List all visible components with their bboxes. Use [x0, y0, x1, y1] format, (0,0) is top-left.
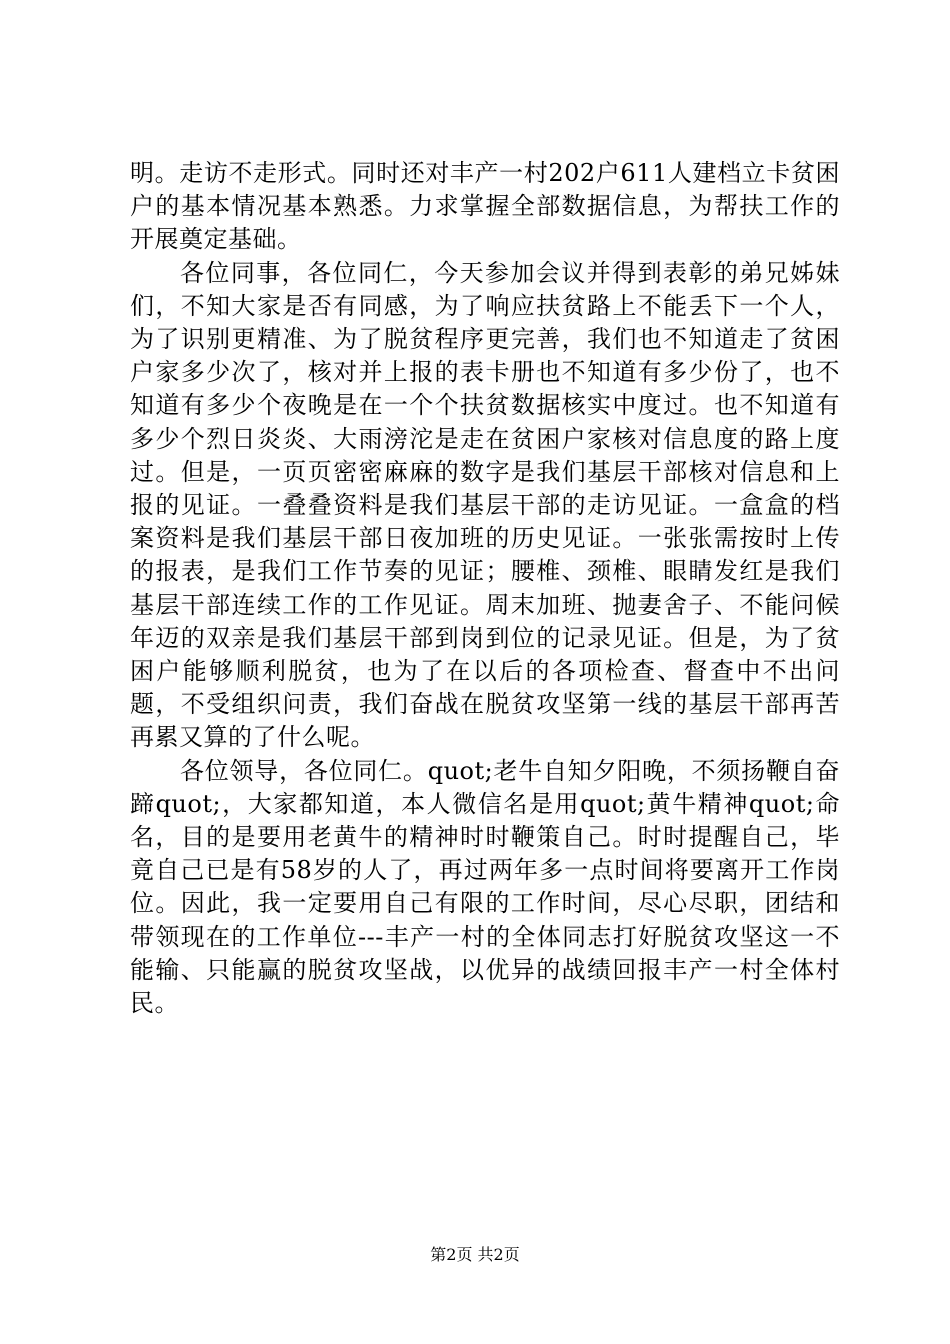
paragraph-continued: 明。走访不走形式。同时还对丰产一村202户611人建档立卡贫困户的基本情况基本熟悉。力求掌握全部数据信息，为帮扶工作的开展奠定基础。 [130, 159, 840, 254]
page-footer: 第2页 共2页 [430, 1245, 520, 1264]
paragraph-leaders: 各位领导，各位同仁。quot;老牛自知夕阳晚，不须扬鞭自奋蹄quot;，大家都知道，本人微信名是用quot;黄牛精神quot;命名，目的是要用老黄牛的精神时时鞭策自己。时时提醒自己，毕竟自己已是有58岁的人了，再过两年多一点时间将要离开工作岗位。因此，我一定要用自己有限的工作时间，尽心尽职，团结和带领现在的工作单位---丰产一村的全体同志打好脱贫攻坚这一不能输、只能赢的脱贫攻坚战，以优异的战绩回报丰产一村全体村民。 [130, 756, 840, 1018]
document-body [130, 157, 840, 1020]
paragraph-colleagues: 各位同事，各位同仁，今天参加会议并得到表彰的弟兄姊妹们，不知大家是否有同感，为了响应扶贫路上不能丢下一个人，为了识别更精准、为了脱贫程序更完善，我们也不知道走了贫困户家多少次了，核对并上报的表卡册也不知道有多少份了，也不知道有多少个夜晚是在一个个扶贫数据核实中度过。也不知道有多少个烈日炎炎、大雨滂沱是走在贫困户家核对信息度的路上度过。但是，一页页密密麻麻的数字是我们基层干部核对信息和上报的见证。一叠叠资料是我们基层干部的走访见证。一盒盒的档案资料是我们基层干部日夜加班的历史见证。一张张需按时上传的报表，是我们工作节奏的见证；腰椎、颈椎、眼睛发红是我们基层干部连续工作的工作见证。周末加班、抛妻舍子、不能问候年迈的双亲是我们基层干部到岗到位的记录见证。但是，为了贫困户能够顺利脱贫，也为了在以后的各项检查、督查中不出问题，不受组织问责，我们奋战在脱贫攻坚第一线的基层干部再苦再累又算的了什么呢。 [130, 258, 840, 752]
